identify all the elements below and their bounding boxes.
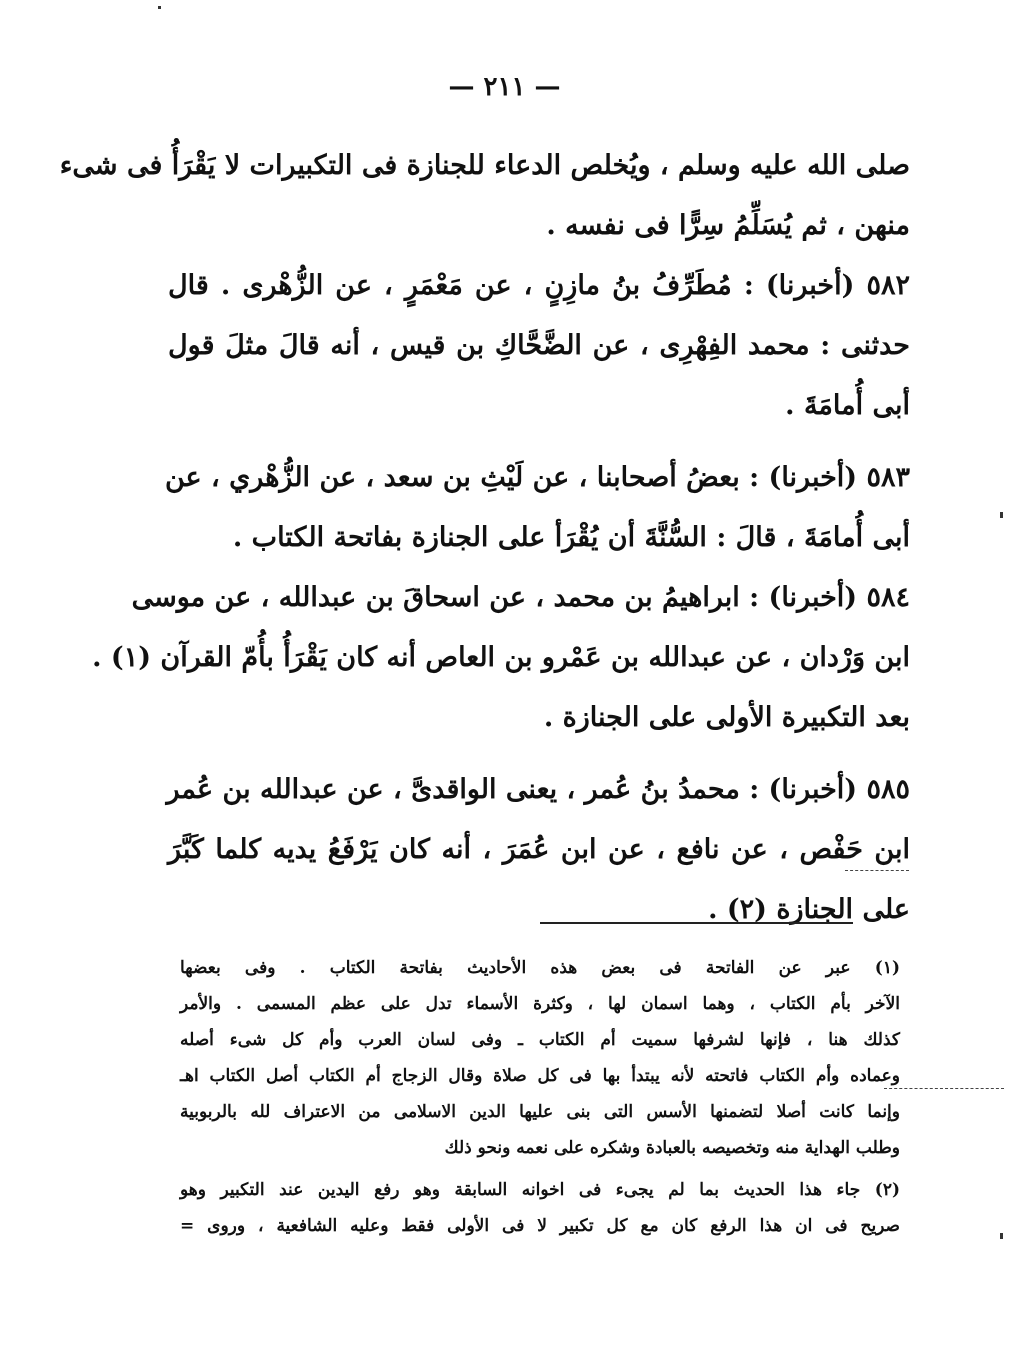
footnote-line: كذلك هنا ، فإنها لشرفها سميت أم الكتاب ـ وفى لسان العرب وأم كل شىء أصله xyxy=(180,1030,900,1050)
footnote-separator xyxy=(540,922,853,924)
scan-speck xyxy=(158,6,161,9)
main-text xyxy=(59,136,910,940)
footnote-line: وإنما كانت أصلا لتضمنها الأسس التى بنى عليها الدين الاسلامى من الاعتراف لله بالربوبية xyxy=(180,1102,900,1122)
footnote-2-line: (٢) جاء هذا الحديث بما لم يجىء فى اخوانه السابقة وهو رفع اليدين عند التكبير وهو xyxy=(180,1180,900,1200)
footnote-line: وعماده وأم الكتاب فاتحته لأنه يبتدأ بها فى كل صلاة وقال الزجاج أم الكتاب أصل الكتاب اهـ xyxy=(180,1066,900,1086)
scan-dashes xyxy=(884,1088,1004,1089)
text-line: ابن وَرْدان ، عن عبدالله بن عَمْرو بن العاص أنه كان يَقْرَأُ بأُمّ القرآن (١) . xyxy=(92,642,910,673)
hadith-582-line: ٥٨٢ (أخبرنا) : مُطَرِّفُ بنُ مازِنٍ ، عن مَعْمَرٍ ، عن الزُّهْرى . قال xyxy=(168,270,910,301)
hadith-585-line: ٥٨٥ (أخبرنا) : محمدُ بنُ عُمر ، يعنى الواقدىَّ ، عن عبدالله بن عُمر xyxy=(166,774,910,805)
hadith-584-line: ٥٨٤ (أخبرنا) : ابراهيمُ بن محمد ، عن اسحاقَ بن عبدالله ، عن موسى xyxy=(131,582,910,613)
text-line: على الجنازة (٢) . xyxy=(708,894,910,925)
footnote-1-line: (١) عبر عن الفاتحة فى بعض هذه الأحاديث بفاتحة الكتاب . وفى بعضها xyxy=(180,958,900,978)
footnote-line: صريح فى ان هذا الرفع كان مع كل تكبير لا فى الأولى فقط وعليه الشافعية ، وروى = xyxy=(180,1216,900,1236)
scan-speck xyxy=(1000,1233,1003,1239)
text-line: منهن ، ثم يُسَلِّمُ سِرًّا فى نفسه . xyxy=(546,210,910,241)
page-number: — ٢١١ — xyxy=(448,72,561,102)
text-line: بعد التكبيرة الأولى على الجنازة . xyxy=(543,702,910,733)
scan-speck xyxy=(1000,512,1003,518)
footnote-line: وطلب الهداية منه وتخصيصه بالعبادة وشكره على نعمه ونحو ذلك xyxy=(444,1138,900,1158)
text-line: أبى أُمامَةَ ، قالَ : السُّنَّةَ أن يُقْرَأ على الجنازة بفاتحة الكتاب . xyxy=(232,522,910,553)
footnote-line: الآخر بأم الكتاب ، وهما اسمان لها ، وكثرة الأسماء تدل على عظم المسمى . والأمر xyxy=(180,994,900,1014)
text-line: حدثنى : محمد الفِهْرِى ، عن الضَّحَّاكِ بن قيس ، أنه قالَ مثلَ قول xyxy=(168,330,910,361)
text-line: ابن حَفْص ، عن نافع ، عن ابن عُمَرَ ، أنه كان يَرْفَعُ يديه كلما كَبَّرَ xyxy=(168,834,910,865)
hadith-583-line: ٥٨٣ (أخبرنا) : بعضُ أصحابنا ، عن لَيْثِ بن سعد ، عن الزُّهْري ، عن xyxy=(164,462,910,493)
footnotes xyxy=(180,950,900,1244)
scan-dashes xyxy=(845,870,909,871)
text-line: أبى أُمامَةَ . xyxy=(785,390,910,421)
text-line: صلى الله عليه وسلم ، ويُخلص الدعاء للجنازة فى التكبيرات لا يَقْرَأُ فى شىء xyxy=(59,150,910,181)
